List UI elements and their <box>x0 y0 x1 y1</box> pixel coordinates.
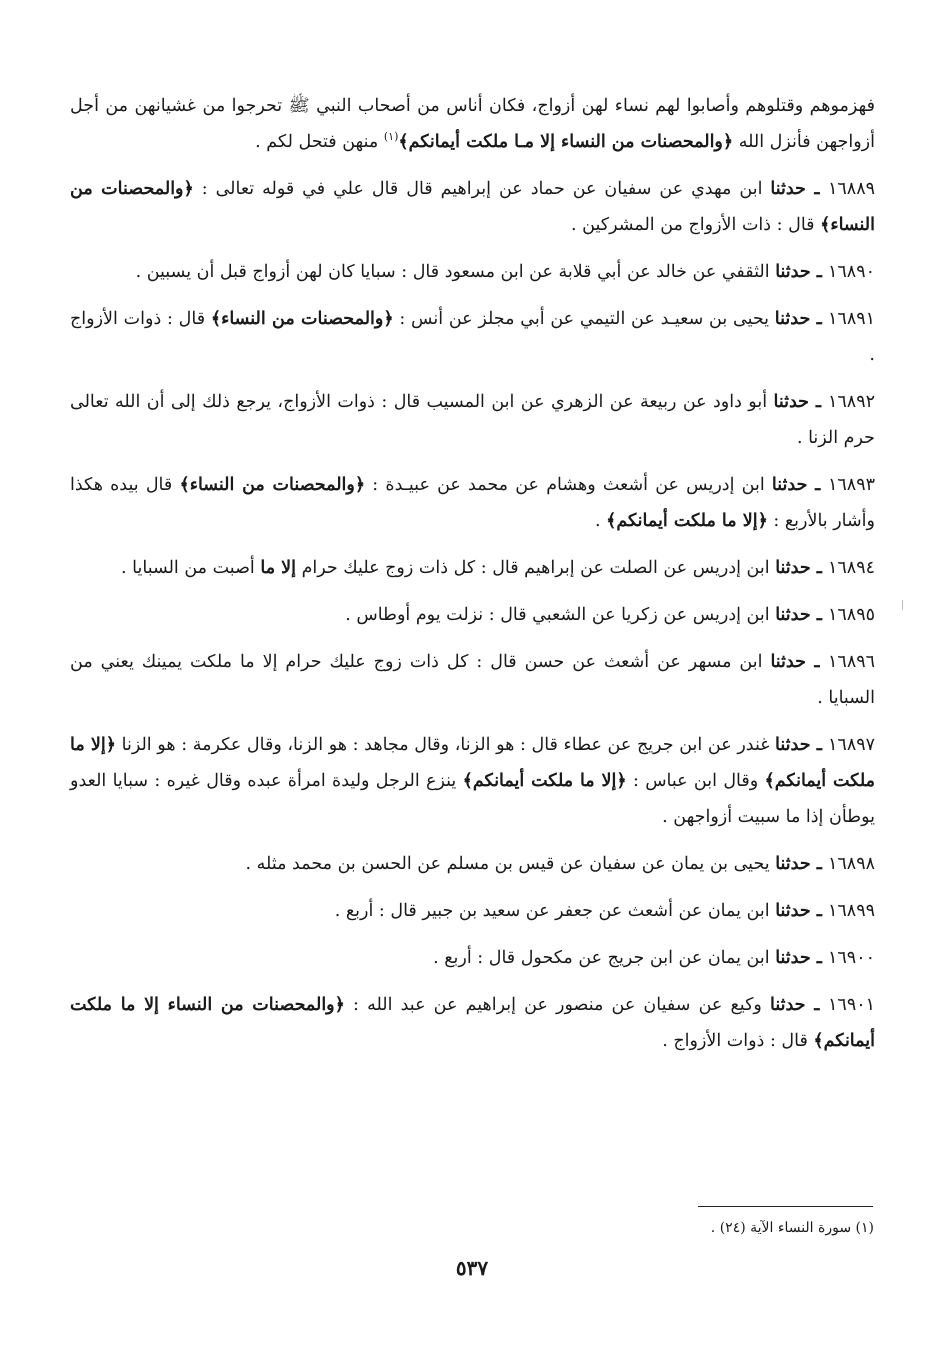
emphasis-text: ﴿إلا ما ملكت أيمانكم﴾ <box>70 735 876 791</box>
hadith-number: ١٦٨٩٦ <box>828 652 876 672</box>
emphasis-text: حدثنا <box>775 262 811 282</box>
hadith-number: ١٦٨٩٥ <box>828 605 875 625</box>
hadith-number: ١٦٨٩١ <box>828 309 876 329</box>
number-separator: ـ <box>810 309 829 329</box>
number-separator: ـ <box>810 605 828 625</box>
emphasis-text: ﴿والمحصنات من النساء﴾ <box>179 475 366 495</box>
emphasis-text: حدثنا <box>775 901 811 921</box>
emphasis-text: حدثنا <box>773 392 809 412</box>
hadith-entry <box>70 644 875 716</box>
emphasis-text: ﴿والمحصنات من النساء إلا ما ملكت أيمانكم﴾ <box>70 995 875 1051</box>
emphasis-text: حدثنا <box>775 948 811 968</box>
footnote-divider <box>698 1206 873 1207</box>
hadith-entry <box>70 727 875 835</box>
emphasis-text: ﴿إلا ما ملكت أيمانكم﴾ <box>606 511 768 531</box>
hadith-entry <box>70 254 875 290</box>
hadith-number: ١٦٨٩٢ <box>828 392 875 412</box>
number-separator: ـ <box>805 995 829 1015</box>
hadith-entry <box>70 171 875 243</box>
body-text: . <box>594 511 607 531</box>
body-text: قال بيده هكذا وأشار بالأربع : <box>70 475 875 531</box>
number-separator: ـ <box>810 558 828 578</box>
main-text <box>70 88 875 1059</box>
body-text: ابن إدريس عن أشعث وهشام عن محمد عن عبيـدة : <box>365 475 772 495</box>
emphasis-text: حدثنا <box>775 558 811 578</box>
hadith-entry <box>70 940 875 976</box>
emphasis-text: حدثنا <box>770 995 806 1015</box>
emphasis-text: حدثنا <box>771 475 808 495</box>
hadith-number: ١٦٨٩٨ <box>828 854 875 874</box>
hadith-entry <box>70 597 875 633</box>
hadith-entry <box>70 846 875 882</box>
emphasis-text: ﴿والمحصنات من النساء إلا مـا ملكت أيمانكم﴾ <box>398 132 734 152</box>
number-separator: ـ <box>808 392 828 412</box>
body-text: أصبت من السبايا . <box>121 558 261 578</box>
hadith-number: ١٦٨٨٩ <box>828 179 875 199</box>
hadith-number: ١٦٩٠١ <box>828 995 876 1015</box>
body-text: قال : ذوات الأزواج . <box>662 1031 814 1051</box>
emphasis-text: حدثنا <box>775 605 811 625</box>
intro-paragraph <box>70 88 875 160</box>
emphasis-text: حدثنا <box>770 179 806 199</box>
body-text: ابن مهدي عن سفيان عن حماد عن إبراهيم قال قال علي في قوله تعالى : <box>193 179 771 199</box>
body-text: الثقفي عن خالد عن أبي قلابة عن ابن مسعود قال : سبايا كان لهن أزواج قبل أن يسبين . <box>135 262 776 282</box>
emphasis-text: حدثنا <box>774 309 811 329</box>
body-text: ابن مسهر عن أشعث عن حسن قال : كل ذات زوج عليك حرام إلا ما ملكت يمينك يعني من السبايا . <box>70 652 875 708</box>
body-text: ابن إدريس عن زكريا عن الشعبي قال : نزلت يوم أوطاس . <box>345 605 776 625</box>
number-separator: ـ <box>810 735 829 755</box>
body-text: وقال ابن عباس : <box>626 771 765 791</box>
body-text: وكيع عن سفيان عن منصور عن إبراهيم عن عبد الله : <box>344 995 771 1015</box>
body-text: قال : ذات الأزواج من المشركين . <box>571 215 821 235</box>
emphasis-text: ﴿إلا ما ملكت أيمانكم﴾ <box>462 771 627 791</box>
body-text: ابن يمان عن ابن جريج عن مكحول قال : أربع . <box>433 948 776 968</box>
number-separator: ـ <box>805 652 829 672</box>
number-separator: ـ <box>810 901 828 921</box>
number-separator: ـ <box>810 948 828 968</box>
emphasis-text: حدثنا <box>775 735 811 755</box>
footnote-ref: (١) <box>383 130 399 144</box>
hadith-number: ١٦٨٩٧ <box>828 735 876 755</box>
margin-mark <box>902 600 903 610</box>
body-text: قال : ذوات الأزواج . <box>70 309 875 365</box>
page-number: ٥٣٧ <box>455 1256 489 1280</box>
body-text: فهزموهم وقتلوهم وأصابوا لهم نساء لهن أزواج، فكان أناس من أصحاب النبي ﷺ تحرجوا من غشيانهن من أجل أزواجهن فأنزل الله <box>70 96 875 152</box>
body-text: منهن فتحل لكم . <box>255 132 384 152</box>
emphasis-text: ﴿والمحصنات من النساء﴾ <box>210 309 394 329</box>
hadith-number: ١٦٨٩٠ <box>828 262 875 282</box>
number-separator: ـ <box>805 179 828 199</box>
hadith-entry <box>70 550 875 586</box>
footnote: (١) سورة النساء الآية (٢٤) . <box>710 1220 874 1236</box>
emphasis-text: إلا ما <box>260 558 297 578</box>
hadith-number: ١٦٨٩٩ <box>828 901 875 921</box>
emphasis-text: ﴿والمحصنات من النساء﴾ <box>70 179 875 235</box>
body-text: أبو داود عن ربيعة عن الزهري عن ابن المسيب قال : ذوات الأزواج، يرجع ذلك إلى أن الله تعالى حرم الزنا . <box>70 392 875 448</box>
body-text: غندر عن ابن جريج عن عطاء قال : هو الزنا، وقال مجاهد : هو الزنا، وقال عكرمة : هو الزنا <box>115 735 776 755</box>
body-text: ابن يمان عن أشعث عن جعفر عن سعيد بن جبير قال : أربع . <box>334 901 776 921</box>
hadith-entry <box>70 467 875 539</box>
hadith-number: ١٦٩٠٠ <box>828 948 875 968</box>
body-text: ابن إدريس عن الصلت عن إبراهيم قال : كل ذات زوج عليك حرام <box>296 558 776 578</box>
body-text: يحيى بن يمان عن سفيان عن قيس بن مسلم عن الحسن بن محمد مثله . <box>245 854 776 874</box>
emphasis-text: حدثنا <box>775 854 811 874</box>
hadith-entry <box>70 384 875 456</box>
hadith-entry <box>70 987 875 1059</box>
number-separator: ـ <box>810 262 828 282</box>
hadith-number: ١٦٨٩٣ <box>828 475 875 495</box>
body-text: يحيى بن سعيـد عن التيمي عن أبي مجلز عن أنس : <box>393 309 775 329</box>
emphasis-text: حدثنا <box>770 652 806 672</box>
hadith-entry <box>70 301 875 373</box>
body-text: ينزع الرجل وليدة امرأة عبده وقال غيره : سبايا العدو يوطأن إذا ما سبيت أزواجهن . <box>70 771 875 827</box>
hadith-number: ١٦٨٩٤ <box>828 558 875 578</box>
number-separator: ـ <box>810 854 828 874</box>
number-separator: ـ <box>807 475 828 495</box>
hadith-entry <box>70 893 875 929</box>
